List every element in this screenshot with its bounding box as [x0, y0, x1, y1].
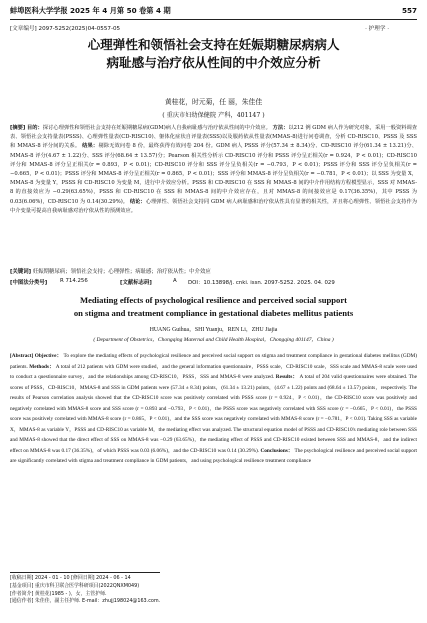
footnote-rule: [10, 572, 160, 573]
keywords-text: 妊娠期糖尿病；领悟社会支持；心理弹性；病耻感；治疗依从性；中介效应: [32, 269, 211, 275]
keywords-label: [关键词]: [10, 269, 32, 275]
en-abstract-label: [Abstract]: [10, 353, 34, 359]
classification-line: [10, 278, 417, 287]
keywords: [10, 268, 417, 277]
article-meta: [10, 24, 417, 34]
chinese-title: [10, 36, 417, 72]
results-text: 剔除无效问卷 8 份，最终获得有效问卷 204 份。GDM 病人 PSSS 评分(57.34 ± 8.34)分、CD-RISC10 评分(61.34 ± 13.21)分、MMAS-8 评分(4.67 ± 1.22)分、SSS 评分(68.64 ± 13.57)分；Pearson 相关性分析示 CD-RISC10 评分和 PSSS 评分呈正相关(r = 0.924，P < 0.01)；CD-RISC10 评分和 MMAS-8 评分呈正相关(r = 0.893，P < 0.01)；CD-RISC10 评分和 SSS 评分呈负相关(r = −0.793，P < 0.01)；PSSS 评分和 SSS 评分呈负相关(r = −0.665，P < 0.01)；PSSS 评分和 MMAS-8 评分呈正相关(r = 0.865，P < 0.01)；SSS 评分和 MMAS-8 评分呈负相关(r = −0.781，P < 0.01)；以 SSS 为变量 X，MMAS-8 为变量 Y，PSSS 和 CD-RISC10 为变量 M，进行中介效应分析。PSSS 和 CD-RISC10 在 SSS 和 MMAS-8 间的中介作用结构方程模型显示，SSS 对 MMAS-8 的直接效应为 −0.29(63.65%)，PSSS 和 CD-RISC10 在 SSS 和 MMAS-8 间的中介效应存在，且对 MMAS-8 的间接效应是 0.17(36.35%)，其中 PSSS 为 0.03(6.06%)，CD-RISC10 为 0.14(30.29%)。: [10, 143, 417, 205]
conclusion-label: 结论：: [129, 198, 146, 205]
page-number: 557: [401, 6, 417, 15]
en-results-label: Results：: [275, 374, 299, 380]
chinese-abstract: [10, 124, 417, 216]
doc-code-value: A: [173, 278, 177, 284]
en-conclusions-text: The psychological resilience and perceived social support are significantly correlated with stigma and treatment compliance in GDM patients，and using psychological resilience treatment compliance: [10, 447, 417, 464]
methods-text: 以212 例 GDM 病人作为研究对象，采用一般资料调查表、领悟社会支持量表(PSSS)、心理弹性量表(CD-RISC10)、躯体化症状自评量表(SSS)以及服药依从性量表(MMAS-8)进行问卷调查，分析 CD-RISC10、PSSS 及 SSS 和 MMAS-8 评分间的关系。: [10, 125, 418, 150]
chinese-title-line-2: 病耻感与治疗依从性间的中介效应分析: [106, 55, 321, 70]
doc-code-label: [文献标志码]: [120, 280, 152, 286]
objective-text: 探讨心理弹性和领悟社会支持在妊娠期糖尿病(GDM)病人自我病耻感与治疗依从性间的中介效应。: [42, 125, 271, 131]
abstract-label: [摘要]: [10, 125, 26, 131]
english-title-line-1: Mediating effects of psychological resilience and perceived social support: [79, 295, 347, 305]
running-head: [10, 6, 417, 20]
chinese-authors: 黄桂花，时元菊，任 丽，朱佳佳: [164, 98, 263, 106]
objective-label: 目的：: [27, 125, 43, 131]
en-objective-label: Objective：: [34, 353, 63, 359]
footnote-author: [作者简介] 黄桂花(1985 - )，女，主管护师.: [10, 590, 107, 597]
chinese-title-line-1: 心理弹性和领悟社会支持在妊娠期糖尿病病人: [87, 37, 340, 52]
doi: DOI：10.13898/j. cnki. issn. 2097-5252. 2025. 04. 029: [188, 280, 335, 286]
english-affiliation: ( Department of Obstetrics，Chongqing Maternal and Child Health Hospital，Chongqing 401147，China ): [93, 337, 334, 343]
conclusion-text: 心理弹性、领悟社会支持同 GDM 病人病耻感和治疗依从性具有显著的相关性，并且将心理弹性、领悟社会支持作为中介变量可提高自我病耻感对治疗依从性的预测效应。: [10, 198, 418, 214]
methods-label: 方法：: [272, 125, 289, 131]
english-title: [10, 294, 417, 319]
en-methods-label: Methods：: [29, 363, 55, 370]
en-objective-text: To explore the mediating effects of psychological resilience and perceived social support on stigma and treatment compliance in gestational diabetes mellitus (GDM) patients.: [10, 353, 418, 370]
english-authors: HUANG Guihua，SHI Yuanju，REN Li，ZHU Jiajia: [149, 327, 278, 333]
footnotes: [10, 575, 417, 606]
clc-value: R 714.256: [60, 278, 88, 284]
clc-label: [中图法分类号]: [10, 280, 48, 286]
en-results-text: A total of 204 valid questionnaires were obtained. The scores of PSSS，CD-RISC10，MMAS-8 and SSS in GDM patients were (57.34 ± 8.34) points，(61.34 ± 13.21) points，(4.67 ± 1.22) points and (68.64 ± 13.57) points，respectively. The results of Pearson correlation analysis showed that the CD-RISC10 score was positively correlated with PSSS score (r = 0.924，P < 0.01)，the CD-RISC10 score was positively and negatively correlated with MMAS-8 score and SSS score (r = 0.893 and −0.793，P < 0.01)，the PSSS score was negatively correlated with SSS score (r = −0.665，P < 0.01)，the PSSS score was positively correlated with MMAS-8 score (r = 0.865，P < 0.01)，and the SSS score was negatively correlated with MMAS-8 score (r = −0.781，P < 0.01). Taking SSS as variable X，MMAS-8 as variable Y，PSSS and CD-RISC10 as variable M，the mediating effect was analyzed. The structural equation model of PSSS and CD-RISC10's mediating role between SSS and MMAS-8 showed that the direct effect of SSS on MMAS-8 was −0.29 (63.65%)，the mediating effect of PSSS and CD-RISC10 existed between SSS and MMAS-8，and the indirect effect on MMAS-8 was 0.17 (36.35%)，of which PSSS was 0.03 (6.06%)，and the CD-RISC10 was 0.14 (30.29%).: [10, 374, 417, 454]
footnote-dates: [收稿日期] 2024 - 01 - 10 [修回日期] 2024 - 06 - 14: [10, 575, 131, 581]
chinese-affiliation: ( 重庆市妇幼保健院 产科，401147 ): [162, 112, 265, 119]
english-abstract: [10, 351, 417, 467]
footnote-corresponding: [通信作者] 朱佳佳，副主任护师. E-mail：zhujj198024@163.com.: [10, 598, 161, 605]
journal-header: 蚌埠医科大学学报 2025 年 4 月第 50 卷第 4 期: [10, 6, 171, 15]
header-rule: [10, 19, 417, 20]
article-id: [文章编号] 2097-5252(2025)04-0557-05: [10, 26, 121, 32]
english-title-line-2: on stigma and treatment compliance in gestational diabetes mellitus patients: [73, 307, 354, 318]
en-methods-text: A total of 212 patients with GDM were studied，and the general information questionnaire，PSSS scale，CD-RISC10 scale，SSS scale and MMAS-8 scale were used to conduct a questionnaire survey，and the relationships among CD-RISC10，PSSS，SSS and MMAS-8 were analyzed.: [10, 363, 418, 380]
en-conclusions-label: Conclusions：: [260, 447, 294, 454]
section-label: · 护理学 ·: [365, 26, 389, 32]
footnote-fund: [基金项目] 重庆市科卫联合医学科研项目(2022QNXM049): [10, 582, 140, 589]
results-label: 结果：: [82, 143, 99, 150]
